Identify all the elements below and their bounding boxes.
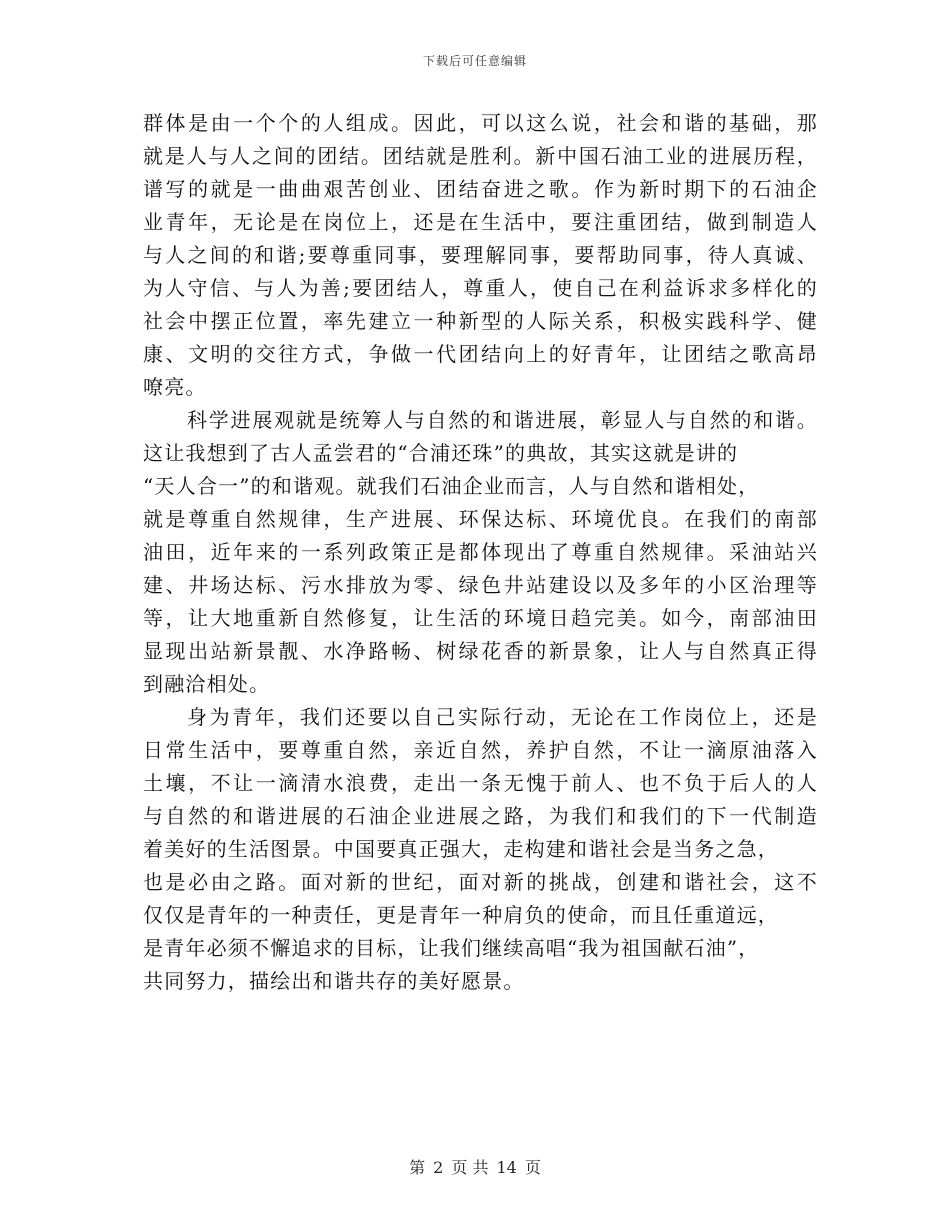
- text-line: 共同努力，描绘出和谐共存的美好愿景。: [143, 969, 525, 993]
- text-line: 等，让大地重新自然修复，让生活的环境日趋完美。如今，南部油田: [143, 606, 818, 630]
- footer-suffix: 页: [524, 1158, 541, 1177]
- document-body: [143, 107, 818, 998]
- text-line: 科学进展观就是统筹人与自然的和谐进展，彰显人与自然的和谐。: [187, 408, 818, 432]
- text-line: 群体是由一个个的人组成。因此，可以这么说，社会和谐的基础，那: [143, 111, 818, 135]
- text-line: 业青年，无论是在岗位上，还是在生活中，要注重团结，做到制造人: [143, 210, 818, 234]
- text-line: 土壤，不让一滴清水浪费，走出一条无愧于前人、也不负于后人的人: [143, 771, 818, 795]
- text-line: 是青年必须不懈追求的目标，让我们继续高唱“我为祖国献石油”，: [143, 936, 760, 960]
- page-footer: [0, 1155, 950, 1178]
- footer-total-pages: 14: [496, 1158, 517, 1177]
- text-line: 油田，近年来的一系列政策正是都体现出了尊重自然规律。采油站兴: [143, 540, 818, 564]
- text-line: “天人合一”的和谐观。就我们石油企业而言，人与自然和谐相处，: [143, 474, 760, 498]
- text-line: 为人守信、与人为善;要团结人，尊重人，使自己在利益诉求多样化的: [143, 276, 818, 300]
- text-line: 着美好的生活图景。中国要真正强大，走构建和谐社会是当务之急，: [143, 837, 779, 861]
- text-line: 与自然的和谐进展的石油企业进展之路，为我们和我们的下一代制造: [143, 804, 818, 828]
- text-line: 显现出站新景靓、水净路畅、树绿花香的新景象，让人与自然真正得: [143, 639, 818, 663]
- text-line: 这让我想到了古人孟尝君的“合浦还珠”的典故，其实这就是讲的: [143, 441, 739, 465]
- text-line: 也是必由之路。面对新的世纪，面对新的挑战，创建和谐社会，这不: [143, 870, 818, 894]
- text-line: 社会中摆正位置，率先建立一种新型的人际关系，积极实践科学、健: [143, 309, 818, 333]
- text-line: 到融洽相处。: [143, 672, 271, 696]
- text-line: 康、文明的交往方式，争做一代团结向上的好青年，让团结之歌高昂: [143, 342, 818, 366]
- text-line: 谱写的就是一曲曲艰苦创业、团结奋进之歌。作为新时期下的石油企: [143, 177, 818, 201]
- paragraph-1: [143, 107, 818, 404]
- paragraph-3: [143, 701, 818, 998]
- footer-middle: 页 共: [451, 1158, 489, 1177]
- text-line: 建、井场达标、污水排放为零、绿色井站建设以及多年的小区治理等: [143, 573, 818, 597]
- footer-prefix: 第: [409, 1158, 426, 1177]
- paragraph-2: [143, 404, 818, 701]
- text-line: 与人之间的和谐;要尊重同事，要理解同事，要帮助同事，待人真诚、: [143, 243, 818, 267]
- text-line: 身为青年，我们还要以自己实际行动，无论在工作岗位上，还是: [187, 705, 818, 729]
- footer-page-number: 2: [433, 1158, 444, 1177]
- page-header-note: 下载后可任意编辑: [422, 54, 527, 68]
- text-line: 嘹亮。: [143, 375, 207, 399]
- text-line: 就是尊重自然规律，生产进展、环保达标、环境优良。在我们的南部: [143, 507, 818, 531]
- text-line: 日常生活中，要尊重自然，亲近自然，养护自然，不让一滴原油落入: [143, 738, 818, 762]
- text-line: 仅仅是青年的一种责任，更是青年一种肩负的使命，而且任重道远，: [143, 903, 779, 927]
- text-line: 就是人与人之间的团结。团结就是胜利。新中国石油工业的进展历程，: [143, 144, 818, 168]
